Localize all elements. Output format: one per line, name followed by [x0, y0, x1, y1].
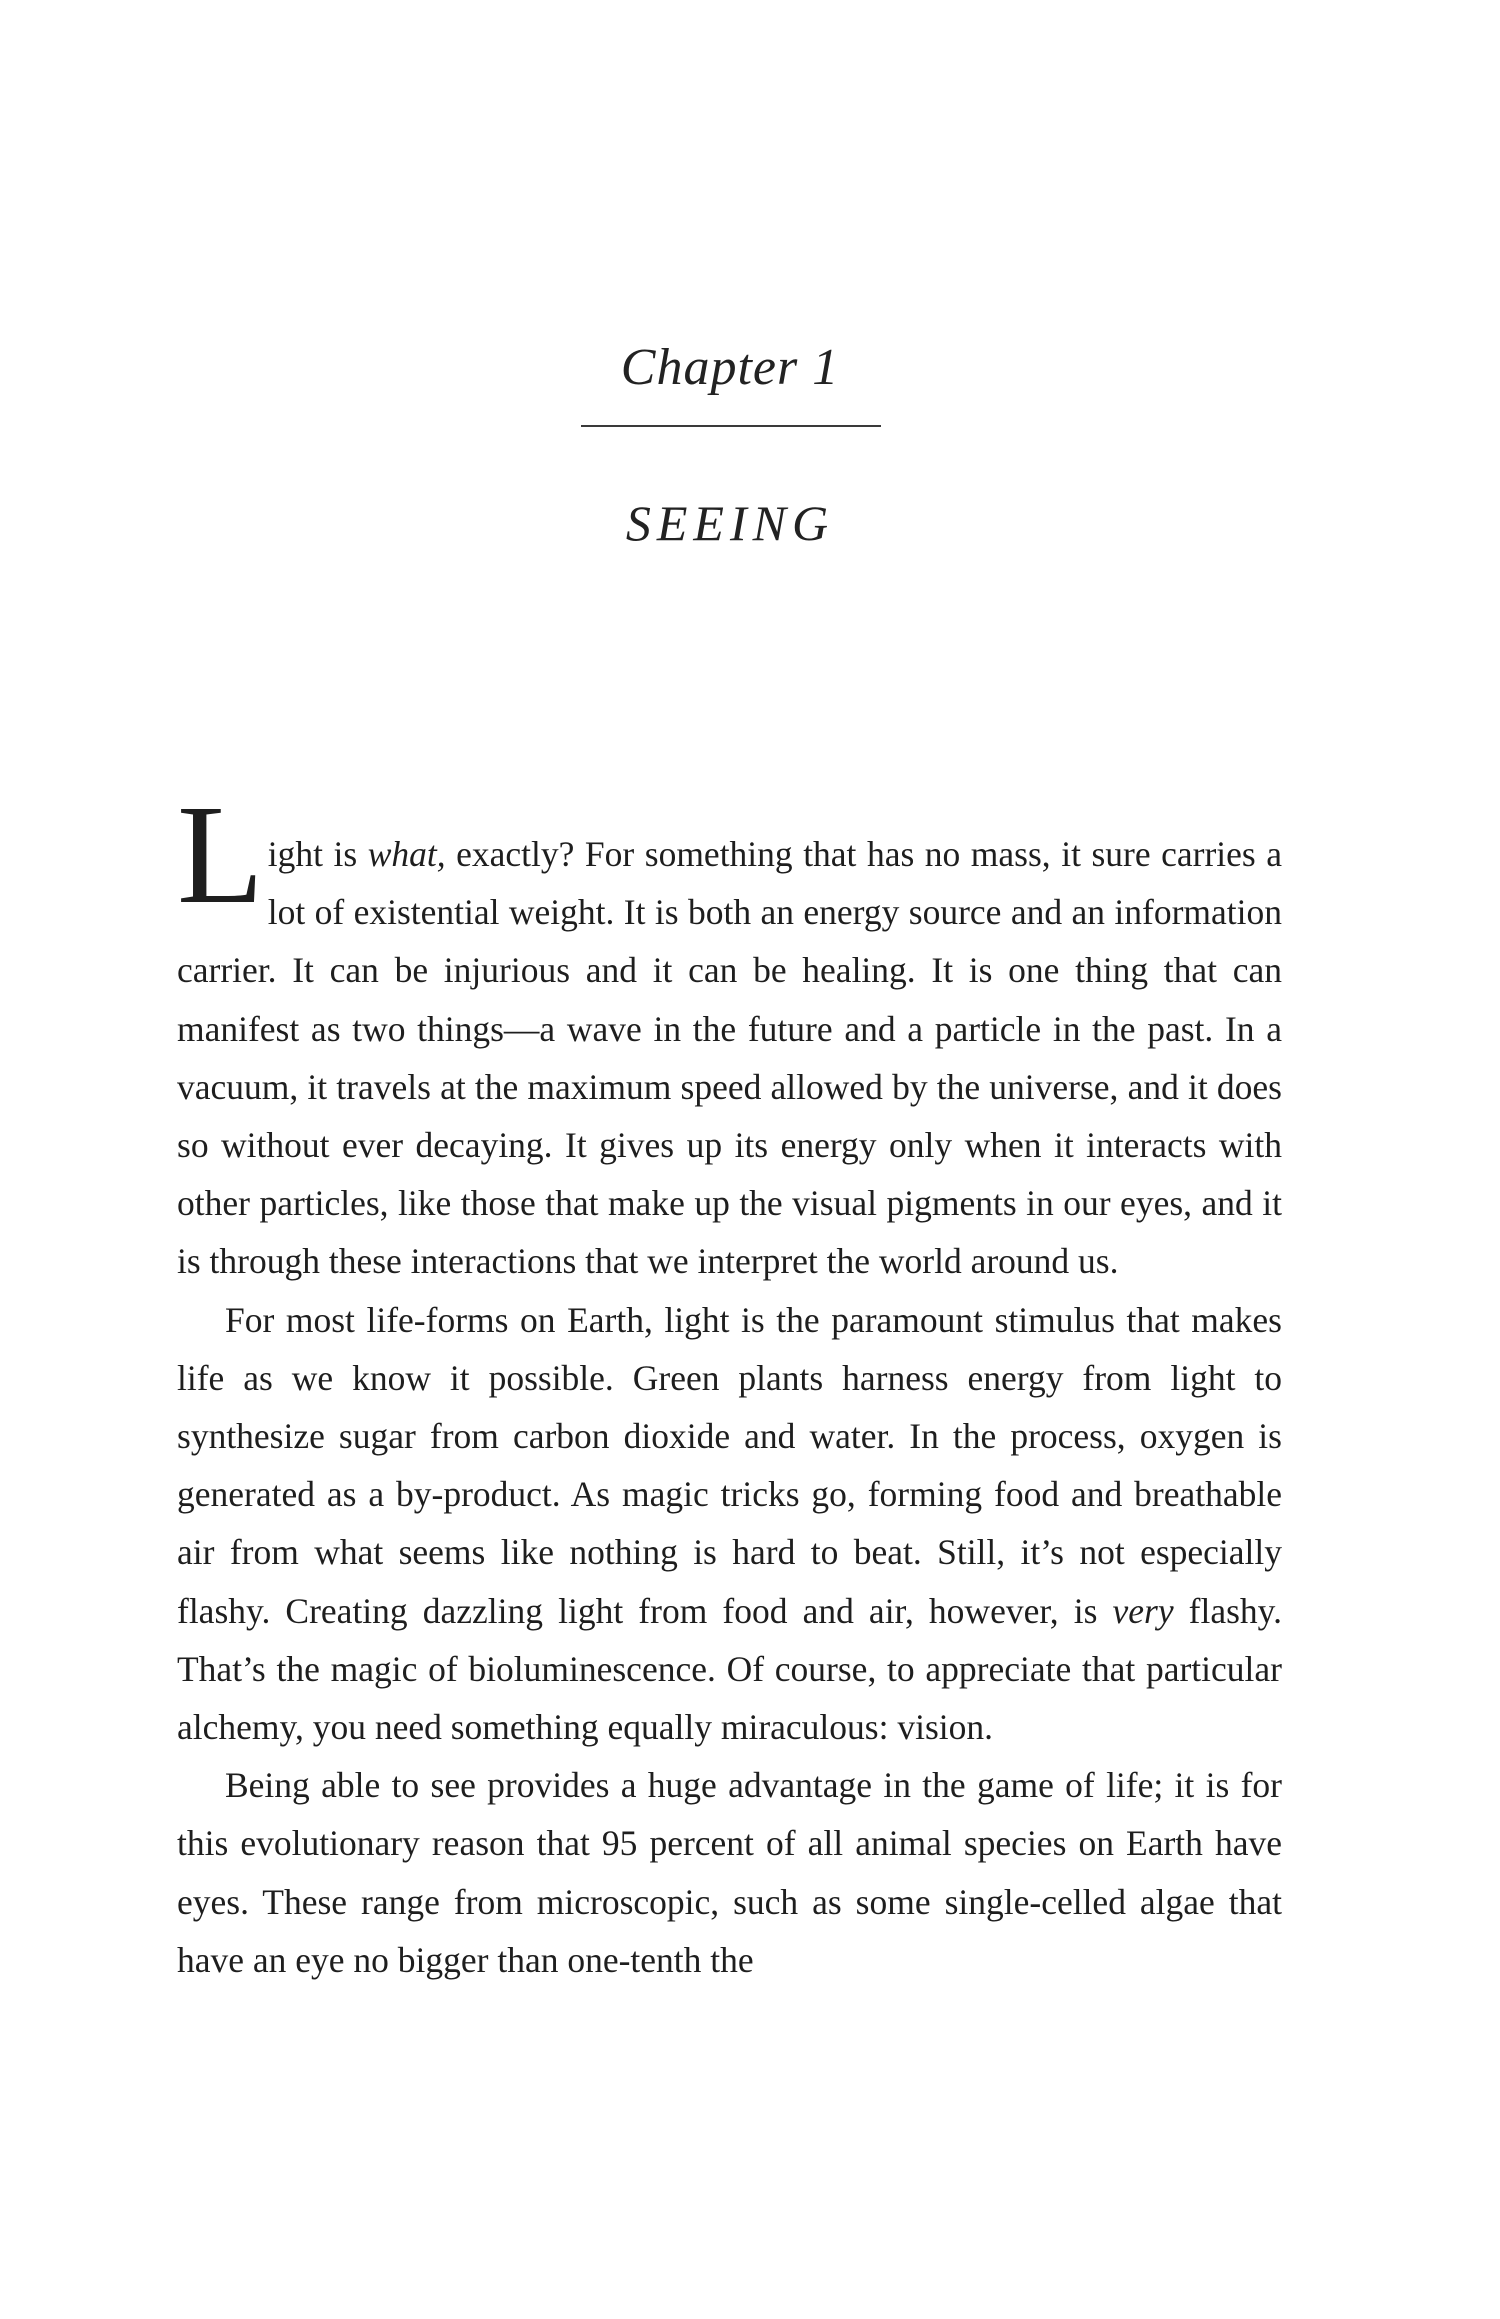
paragraph-2-text-cont: flashy. That’s the magic of bioluminescence. Of course, to appreciate that particular alchemy, you need something equally miraculous: vision.	[177, 1590, 1283, 1748]
chapter-label: Chapter 1	[620, 339, 840, 396]
chapter-divider	[581, 425, 881, 427]
paragraph-1	[177, 775, 1282, 1291]
drop-cap: L	[177, 775, 264, 933]
paragraph-2-text: For most life-forms on Earth, light is the paramount stimulus that makes life as we know it possible. Green plants harness energy from light to synthesize sugar from carbon dioxide and water. In the process, oxygen is generated as a by-product. As magic tricks go, forming food and breathable air from what seems like nothing is hard to beat. Still, it’s not especially flashy. Creating dazzling light from food and air, however, is	[177, 1299, 1282, 1631]
body-text	[177, 775, 1283, 1989]
paragraph-1-text-cont: exactly? For something that has no mass, it sure carries a lot of existential weight. It is both an energy source and an information carrier. It can be injurious and it can be healing. It is one thing that can manifest as two things—a wave in the future and a particle in the past. In a vacuum, it travels at the maximum speed allowed by the universe, and it does so without ever decaying. It gives up its energy only when it interacts with other particles, like those that make up the visual pigments in our eyes, and it is through these interactions that we interpret the world around us.	[177, 834, 1282, 1282]
paragraph-2	[177, 1291, 1282, 1757]
paragraph-1-text: ight is	[267, 834, 368, 874]
emphasis-what: what,	[367, 834, 446, 874]
chapter-title: SEEING	[625, 495, 835, 551]
paragraph-3	[177, 1756, 1282, 1989]
paragraph-3-text: Being able to see provides a huge advantage in the game of life; it is for this evolutionary reason that 95 percent of all animal species on Earth have eyes. These range from microscopic, such as some single-celled algae that have an eye no bigger than one-tenth the	[177, 1765, 1282, 1980]
emphasis-very: very	[1112, 1590, 1174, 1631]
